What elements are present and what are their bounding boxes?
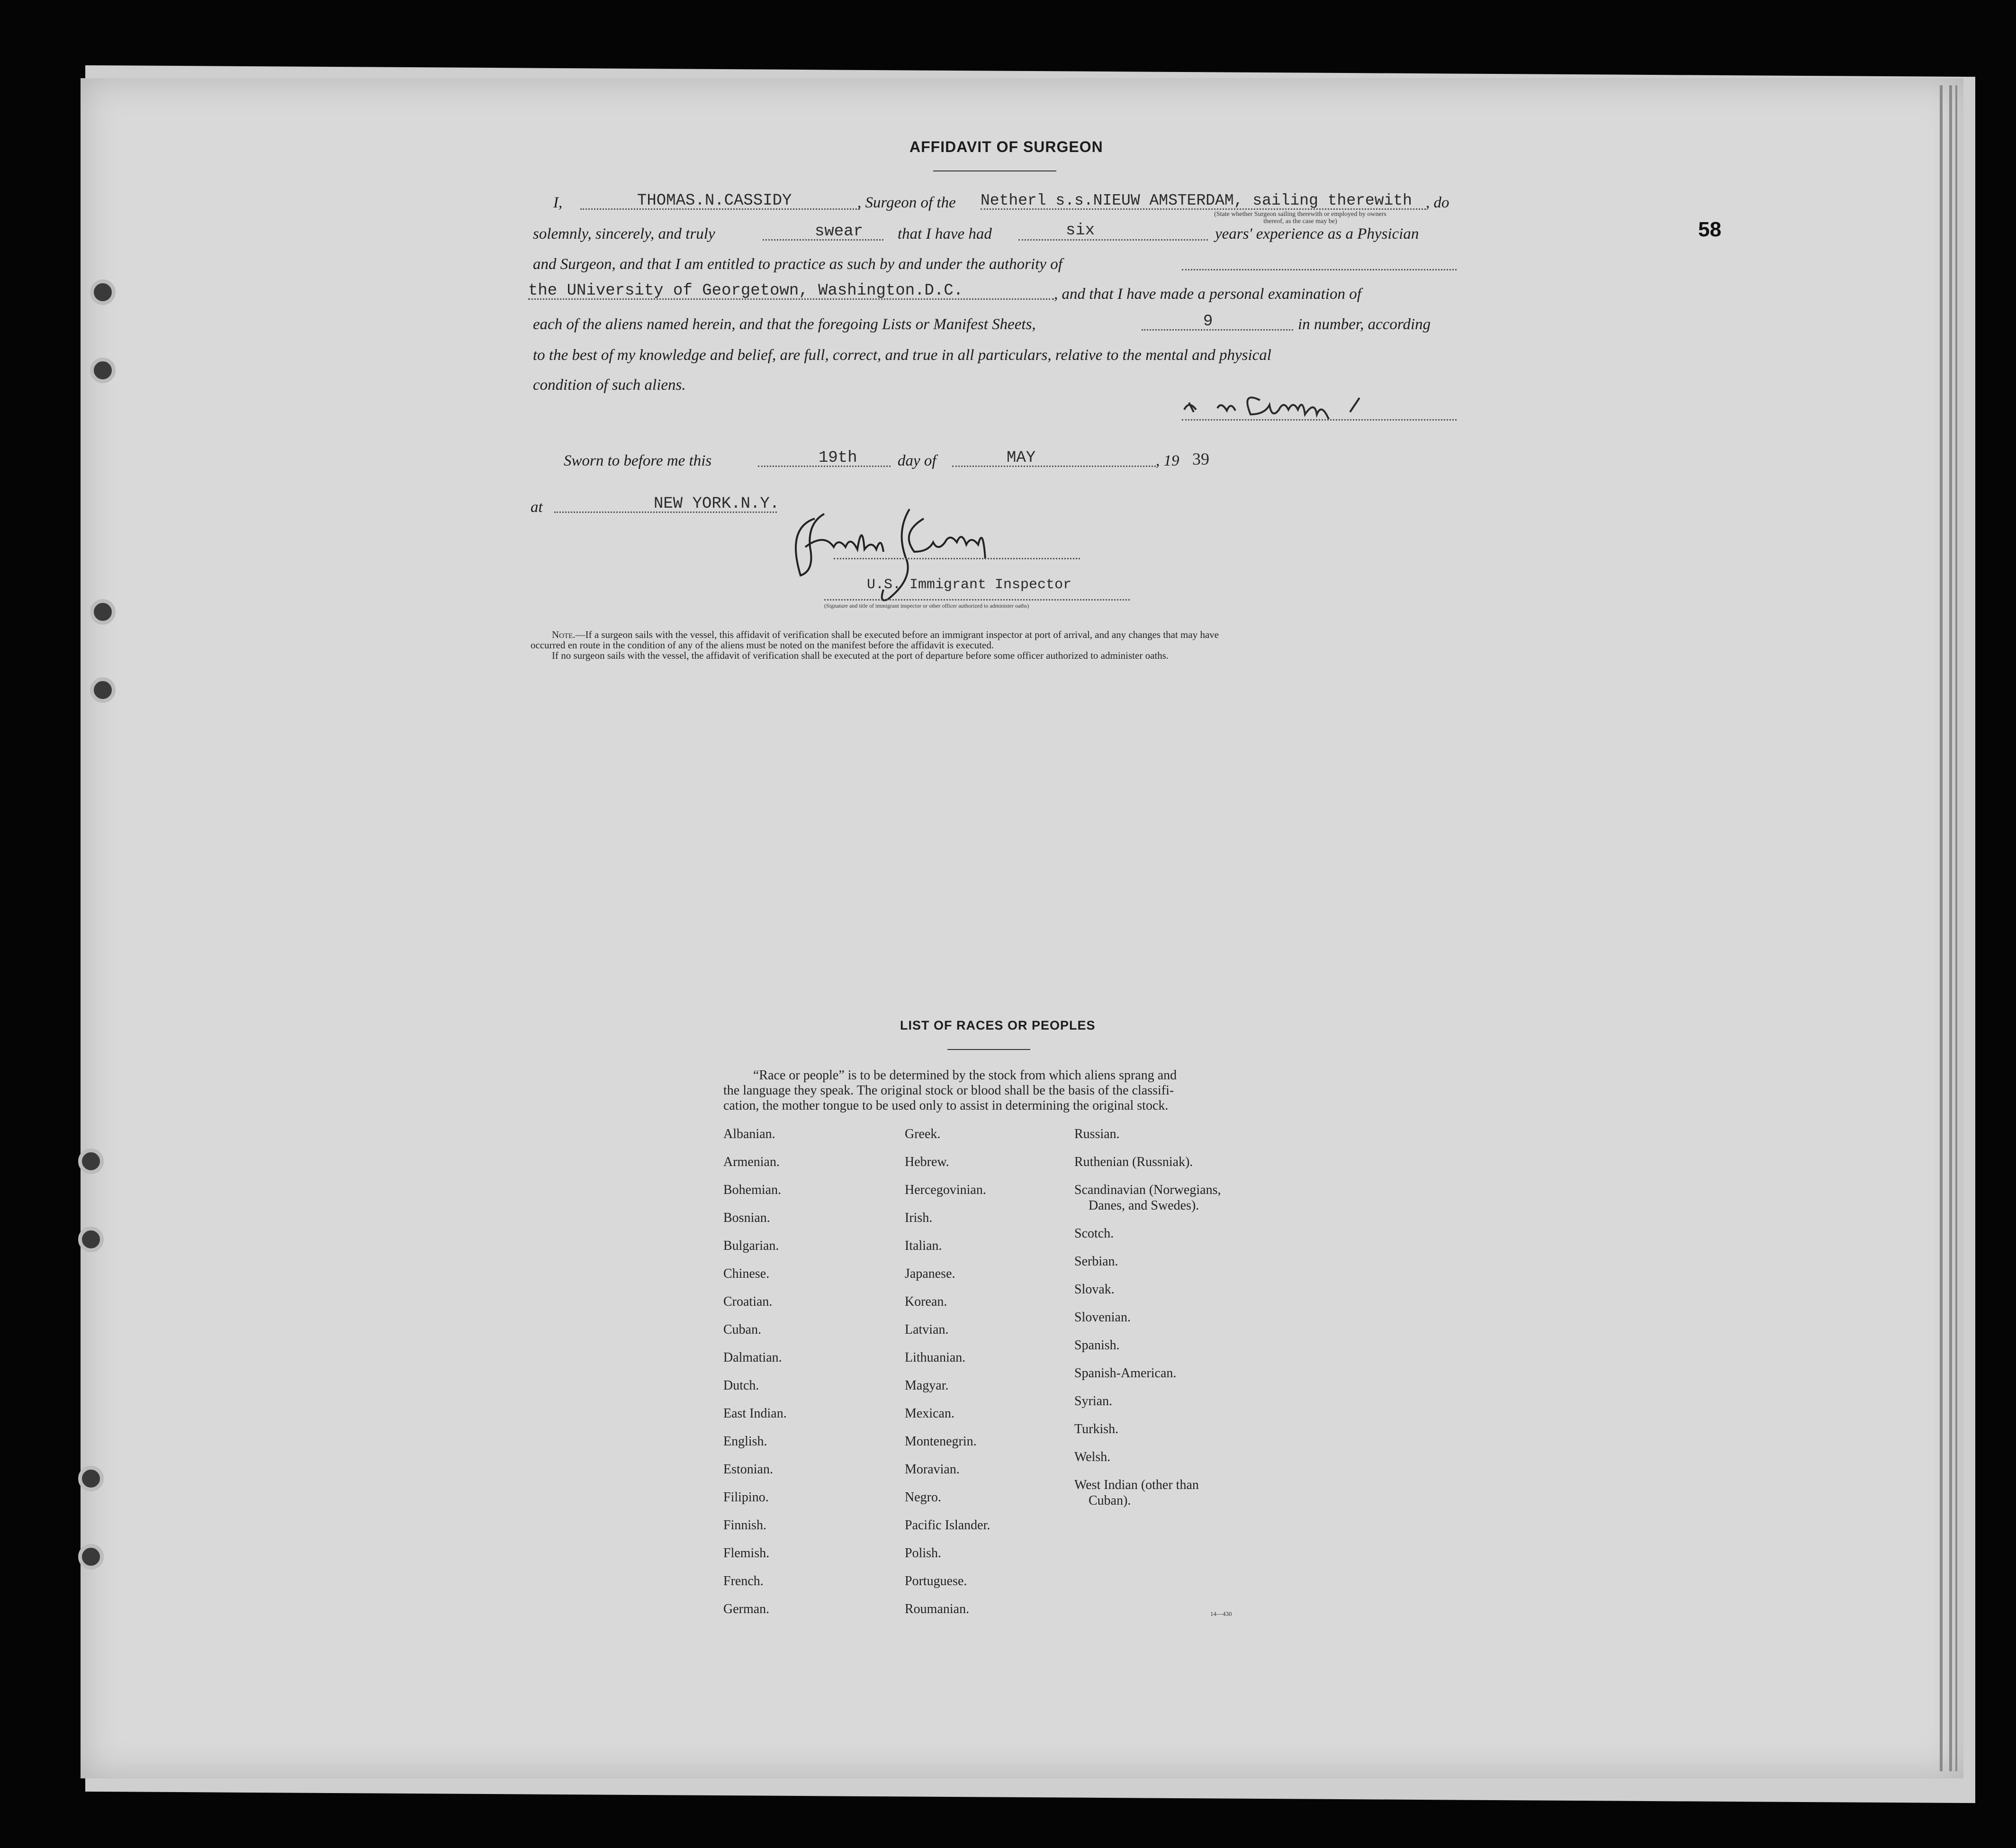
race-item: Dutch. bbox=[723, 1378, 759, 1393]
binder-hole bbox=[78, 1227, 104, 1252]
page-edge bbox=[1955, 85, 1957, 1771]
note-line-3: If no surgeon sails with the vessel, the affidavit of verification shall be executed at the port of departure before some officer authorized to administer oaths. bbox=[552, 650, 1169, 661]
race-item: Irish. bbox=[905, 1211, 933, 1225]
fill-line bbox=[1182, 269, 1457, 270]
vessel-name: Netherl s.s.NIEUW AMSTERDAM, sailing therewith bbox=[981, 192, 1412, 209]
race-item: Croatian. bbox=[723, 1294, 773, 1309]
race-item: Pacific Islander. bbox=[905, 1518, 990, 1533]
race-item: Turkish. bbox=[1074, 1422, 1119, 1436]
form-number: 14—430 bbox=[1210, 1610, 1232, 1617]
race-item: Korean. bbox=[905, 1294, 947, 1309]
binder-hole bbox=[78, 1148, 104, 1174]
race-item: Slovak. bbox=[1074, 1282, 1115, 1297]
oath-type: swear bbox=[815, 223, 864, 241]
race-item: Cuban. bbox=[723, 1322, 762, 1337]
signature-line bbox=[1182, 419, 1457, 421]
page-number: 58 bbox=[1698, 218, 1721, 241]
race-item: Estonian. bbox=[723, 1462, 773, 1477]
race-item: Syrian. bbox=[1074, 1394, 1113, 1408]
sworn-day: 19th bbox=[819, 449, 857, 467]
race-item: Albanian. bbox=[723, 1127, 775, 1141]
sworn-day-of: day of bbox=[898, 452, 936, 469]
surgeon-name: THOMAS.N.CASSIDY bbox=[637, 192, 792, 210]
sworn-month: MAY bbox=[1007, 449, 1036, 467]
race-item: Chinese. bbox=[723, 1266, 770, 1281]
race-item: Negro. bbox=[905, 1490, 941, 1505]
race-item: Scandinavian (Norwegians, bbox=[1074, 1183, 1221, 1197]
line1-mid: , Surgeon of the bbox=[857, 194, 956, 211]
authority: the UNiversity of Georgetown, Washington.D.C. bbox=[528, 282, 963, 300]
surgeon-signature bbox=[1175, 374, 1459, 426]
race-item: Portuguese. bbox=[905, 1574, 967, 1588]
line1-suffix: , do bbox=[1426, 194, 1449, 211]
line5-suffix: in number, according bbox=[1298, 316, 1431, 333]
sworn-year: 39 bbox=[1192, 449, 1209, 468]
race-item: English. bbox=[723, 1434, 767, 1449]
race-item: French. bbox=[723, 1574, 764, 1588]
note-line-1 bbox=[552, 629, 1219, 640]
races-intro-1: “Race or people” is to be determined by the stock from which aliens sprang and bbox=[753, 1068, 1177, 1083]
race-item: Scotch. bbox=[1074, 1226, 1114, 1241]
title-rule bbox=[933, 170, 1056, 171]
binder-hole bbox=[90, 279, 116, 305]
race-item: Magyar. bbox=[905, 1378, 949, 1393]
race-item: Lithuanian. bbox=[905, 1350, 966, 1365]
signature-line bbox=[834, 558, 1080, 559]
race-item: Bulgarian. bbox=[723, 1238, 779, 1253]
races-title-rule bbox=[947, 1049, 1030, 1050]
page-edge bbox=[1949, 85, 1952, 1771]
race-item: Latvian. bbox=[905, 1322, 949, 1337]
race-item: Serbian. bbox=[1074, 1254, 1118, 1269]
binder-hole bbox=[90, 599, 116, 625]
races-intro-3: cation, the mother tongue to be used only to assist in determining the original stock. bbox=[723, 1098, 1169, 1113]
fill-line bbox=[952, 466, 1156, 467]
race-item: Slovenian. bbox=[1074, 1310, 1131, 1325]
race-item: Moravian. bbox=[905, 1462, 960, 1477]
race-item: Flemish. bbox=[723, 1546, 770, 1561]
race-item: Bohemian. bbox=[723, 1183, 782, 1197]
race-item: German. bbox=[723, 1602, 770, 1616]
race-item: Armenian. bbox=[723, 1155, 780, 1169]
vessel-note: (State whether Surgeon sailing therewith or employed by owners thereof, as the case may be) bbox=[1214, 211, 1386, 225]
line2-mid: that I have had bbox=[898, 225, 992, 242]
fill-line bbox=[824, 599, 1130, 601]
sworn-year-prefix: , 19 bbox=[1156, 452, 1179, 469]
sworn-at: at bbox=[531, 499, 543, 516]
line2-prefix: solemnly, sincerely, and truly bbox=[533, 225, 715, 242]
race-item: Spanish-American. bbox=[1074, 1366, 1177, 1381]
race-item: Ruthenian (Russniak). bbox=[1074, 1155, 1193, 1169]
years-experience: six bbox=[1066, 222, 1095, 240]
signature-caption: (Signature and title of immigrant inspector or other officer authorized to administer oaths) bbox=[824, 602, 1029, 609]
note-text-1: —If a surgeon sails with the vessel, this affidavit of verification shall be executed before an immigrant inspector at port of arrival, and any changes that may have bbox=[575, 629, 1219, 640]
race-item: Dalmatian. bbox=[723, 1350, 782, 1365]
sheets-count: 9 bbox=[1203, 313, 1213, 331]
race-item: Spanish. bbox=[1074, 1338, 1120, 1353]
race-item: East Indian. bbox=[723, 1406, 787, 1421]
line2-suffix: years' experience as a Physician bbox=[1215, 225, 1419, 242]
race-item: Greek. bbox=[905, 1127, 941, 1141]
affidavit-title: AFFIDAVIT OF SURGEON bbox=[909, 138, 1103, 155]
binder-hole bbox=[78, 1466, 104, 1491]
binder-hole bbox=[90, 358, 116, 383]
race-item: Hercegovinian. bbox=[905, 1183, 986, 1197]
inspector-title: U.S. Immigrant Inspector bbox=[867, 577, 1072, 593]
race-item: Mexican. bbox=[905, 1406, 954, 1421]
race-item: Danes, and Swedes). bbox=[1089, 1198, 1199, 1213]
sworn-prefix: Sworn to before me this bbox=[564, 452, 712, 469]
race-item: Filipino. bbox=[723, 1490, 769, 1505]
line7: condition of such aliens. bbox=[533, 377, 686, 394]
race-item: Polish. bbox=[905, 1546, 942, 1561]
race-item: Welsh. bbox=[1074, 1450, 1111, 1464]
binder-hole bbox=[78, 1544, 104, 1570]
page-edge bbox=[1940, 85, 1943, 1771]
race-item: Cuban). bbox=[1089, 1493, 1131, 1508]
note-label: Note. bbox=[552, 629, 576, 640]
race-item: Hebrew. bbox=[905, 1155, 949, 1169]
line5-prefix: each of the aliens named herein, and that the foregoing Lists or Manifest Sheets, bbox=[533, 316, 1036, 333]
fill-line bbox=[1142, 329, 1293, 331]
race-item: Bosnian. bbox=[723, 1211, 770, 1225]
line4-suffix: , and that I have made a personal examination of bbox=[1054, 286, 1361, 303]
binder-hole bbox=[90, 677, 116, 703]
race-item: Roumanian. bbox=[905, 1602, 970, 1616]
line6: to the best of my knowledge and belief, are full, correct, and true in all particulars, relative to the mental and physical bbox=[533, 347, 1271, 364]
races-intro-2: the language they speak. The original stock or blood shall be the basis of the classifi- bbox=[723, 1083, 1174, 1098]
line1-prefix: I, bbox=[553, 194, 563, 211]
line3: and Surgeon, and that I am entitled to practice as such by and under the authority of bbox=[533, 256, 1062, 273]
sworn-place: NEW YORK.N.Y. bbox=[654, 495, 780, 513]
race-item: Russian. bbox=[1074, 1127, 1120, 1141]
fill-line bbox=[1018, 239, 1208, 241]
race-item: West Indian (other than bbox=[1074, 1478, 1199, 1492]
races-title: LIST OF RACES OR PEOPLES bbox=[900, 1018, 1096, 1032]
note-line-2: occurred en route in the condition of any of the aliens must be noted on the manifest before the affidavit is executed. bbox=[531, 639, 994, 651]
race-item: Italian. bbox=[905, 1238, 942, 1253]
race-item: Montenegrin. bbox=[905, 1434, 977, 1449]
race-item: Finnish. bbox=[723, 1518, 767, 1533]
race-item: Japanese. bbox=[905, 1266, 955, 1281]
